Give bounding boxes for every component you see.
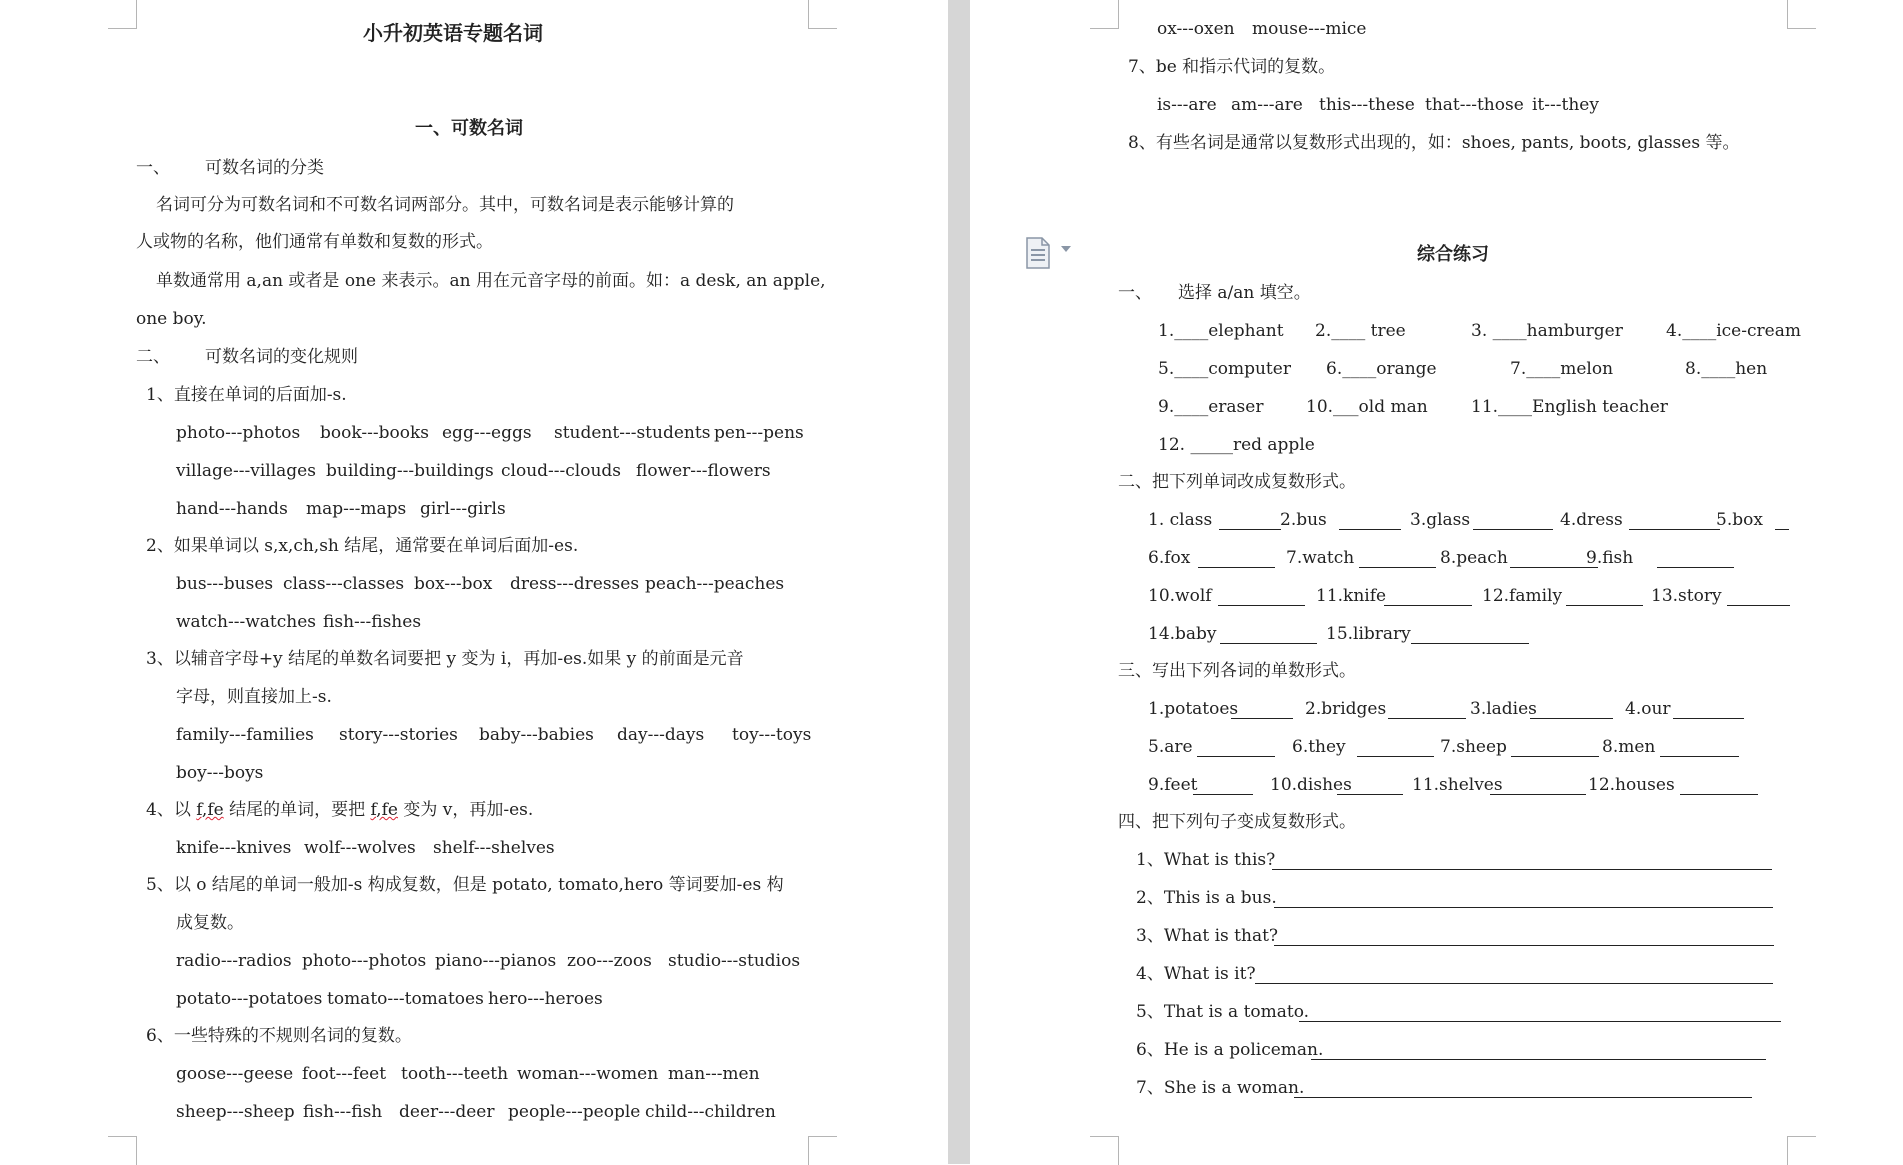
example-word: wolf---wolves bbox=[304, 838, 416, 858]
rule-4-text: 变为 v，再加-es. bbox=[397, 800, 534, 820]
answer-line[interactable] bbox=[1337, 794, 1403, 795]
exercise-word: 12.family bbox=[1482, 586, 1563, 606]
answer-line[interactable] bbox=[1510, 567, 1598, 568]
rule-2: 2、如果单词以 s,x,ch,sh 结尾，通常要在单词后面加-es. bbox=[146, 536, 579, 556]
paragraph-line: one boy. bbox=[136, 309, 207, 329]
example-word: photo---photos bbox=[302, 951, 427, 971]
rule-8: 8、有些名词是通常以复数形式出现的，如：shoes, pants, boots, glasses 等。 bbox=[1128, 133, 1740, 153]
rule-6: 6、一些特殊的不规则名词的复数。 bbox=[146, 1026, 412, 1046]
example-word: baby---babies bbox=[479, 725, 594, 745]
answer-line[interactable] bbox=[1629, 529, 1720, 530]
crop-mark-bottom-left bbox=[108, 1136, 137, 1165]
example-word: man---men bbox=[668, 1064, 760, 1084]
question-3-instruction: 三、写出下列各词的单数形式。 bbox=[1118, 661, 1356, 681]
example-word: map---maps bbox=[306, 499, 407, 519]
heading-number: 二、 bbox=[136, 347, 170, 367]
heading-classification: 可数名词的分类 bbox=[205, 158, 324, 178]
sentence-item: 5、That is a tomato. bbox=[1136, 1002, 1310, 1022]
exercise-word: 13.story bbox=[1651, 586, 1722, 606]
rule-1: 1、直接在单词的后面加-s. bbox=[146, 385, 347, 405]
example-word: hero---heroes bbox=[488, 989, 603, 1009]
example-word: ox---oxen bbox=[1157, 19, 1235, 39]
crop-mark-bottom-left bbox=[1090, 1136, 1119, 1165]
fill-blank-item: 12. _____red apple bbox=[1158, 435, 1315, 455]
example-word: dress---dresses bbox=[510, 574, 640, 594]
answer-line[interactable] bbox=[1657, 567, 1734, 568]
crop-mark-top-right bbox=[1787, 0, 1816, 29]
example-word: shelf---shelves bbox=[433, 838, 555, 858]
answer-line[interactable] bbox=[1530, 718, 1613, 719]
example-word: child---children bbox=[645, 1102, 776, 1122]
fill-blank-item: 10.___old man bbox=[1306, 397, 1428, 417]
crop-mark-bottom-right bbox=[1787, 1136, 1816, 1165]
example-word: toy---toys bbox=[732, 725, 812, 745]
example-word: flower---flowers bbox=[636, 461, 771, 481]
answer-line[interactable] bbox=[1311, 1059, 1766, 1060]
rule-4-text: 4、以 bbox=[146, 800, 197, 820]
rule-5: 5、以 o 结尾的单词一般加-s 构成复数，但是 potato, tomato,hero 等词要加-es 构 bbox=[146, 875, 784, 895]
answer-line[interactable] bbox=[1339, 529, 1401, 530]
heading-rules: 可数名词的变化规则 bbox=[205, 347, 358, 367]
exercise-word: 6.they bbox=[1292, 737, 1346, 757]
fill-blank-item: 7.____melon bbox=[1510, 359, 1614, 379]
exercise-word: 1. class bbox=[1148, 510, 1213, 530]
rule-4-text: 结尾的单词，要把 bbox=[223, 800, 371, 820]
exercise-word: 4.our bbox=[1625, 699, 1671, 719]
document-title: 小升初英语专题名词 bbox=[363, 21, 543, 45]
question-number: 一、 bbox=[1118, 283, 1152, 303]
answer-line[interactable] bbox=[1193, 794, 1253, 795]
exercise-word: 6.fox bbox=[1148, 548, 1191, 568]
paragraph-line: 名词可分为可数名词和不可数名词两部分。其中，可数名词是表示能够计算的 bbox=[156, 195, 734, 215]
left-page bbox=[0, 0, 948, 1164]
right-page bbox=[970, 0, 1903, 1164]
example-word: piano---pianos bbox=[435, 951, 557, 971]
exercise-word: 8.peach bbox=[1440, 548, 1508, 568]
chevron-down-icon[interactable] bbox=[1061, 246, 1071, 252]
sentence-item: 7、She is a woman. bbox=[1136, 1078, 1305, 1098]
exercise-word: 2.bridges bbox=[1305, 699, 1387, 719]
answer-line[interactable] bbox=[1359, 567, 1436, 568]
answer-line[interactable] bbox=[1680, 794, 1758, 795]
section-heading-countable: 一、可数名词 bbox=[415, 118, 523, 139]
example-word: watch---watches bbox=[176, 612, 316, 632]
exercise-word: 5.box bbox=[1716, 510, 1763, 530]
exercise-word: 10.dishes bbox=[1270, 775, 1352, 795]
exercise-word: 14.baby bbox=[1148, 624, 1217, 644]
fill-blank-item: 2.____ tree bbox=[1315, 321, 1406, 341]
example-word: foot---feet bbox=[302, 1064, 387, 1084]
answer-line[interactable] bbox=[1411, 643, 1529, 644]
question-1-instruction: 选择 a/an 填空。 bbox=[1178, 283, 1311, 303]
answer-line[interactable] bbox=[1198, 567, 1275, 568]
rule-4 bbox=[146, 799, 533, 821]
answer-line[interactable] bbox=[1231, 718, 1293, 719]
fill-blank-item: 9.____eraser bbox=[1158, 397, 1264, 417]
answer-line[interactable] bbox=[1274, 945, 1774, 946]
answer-line[interactable] bbox=[1775, 529, 1789, 530]
example-word: sheep---sheep bbox=[176, 1102, 295, 1122]
example-word: story---stories bbox=[339, 725, 458, 745]
example-word: pen---pens bbox=[714, 423, 804, 443]
example-word: goose---geese bbox=[176, 1064, 294, 1084]
example-word: day---days bbox=[617, 725, 705, 745]
crop-mark-bottom-right bbox=[808, 1136, 837, 1165]
fill-blank-item: 1.____elephant bbox=[1158, 321, 1284, 341]
answer-line[interactable] bbox=[1473, 529, 1553, 530]
example-word: mouse---mice bbox=[1252, 19, 1367, 39]
crop-mark-top-right bbox=[808, 0, 837, 29]
example-word: bus---buses bbox=[176, 574, 274, 594]
answer-line[interactable] bbox=[1566, 605, 1643, 606]
exercise-word: 8.men bbox=[1602, 737, 1656, 757]
example-word: box---box bbox=[414, 574, 493, 594]
fill-blank-item: 11.____English teacher bbox=[1471, 397, 1668, 417]
exercise-word: 7.watch bbox=[1286, 548, 1355, 568]
exercise-word: 4.dress bbox=[1560, 510, 1623, 530]
example-word: studio---studios bbox=[668, 951, 801, 971]
answer-line[interactable] bbox=[1218, 605, 1305, 606]
fill-blank-item: 6.____orange bbox=[1326, 359, 1437, 379]
paragraph-line: 单数通常用 a,an 或者是 one 来表示。an 用在元音字母的前面。如：a desk, an apple, bbox=[156, 271, 826, 291]
example-word: deer---deer bbox=[399, 1102, 495, 1122]
exercise-word: 12.houses bbox=[1588, 775, 1675, 795]
document-icon[interactable] bbox=[1024, 237, 1052, 269]
example-word: class---classes bbox=[283, 574, 405, 594]
paragraph-line: 人或物的名称，他们通常有单数和复数的形式。 bbox=[136, 232, 493, 252]
example-word: hand---hands bbox=[176, 499, 288, 519]
example-word: it---they bbox=[1532, 95, 1599, 115]
exercise-word: 1.potatoes bbox=[1148, 699, 1239, 719]
example-word: tomato---tomatoes bbox=[327, 989, 484, 1009]
practice-title: 综合练习 bbox=[1417, 244, 1489, 265]
sentence-item: 2、This is a bus. bbox=[1136, 888, 1277, 908]
answer-line[interactable] bbox=[1727, 605, 1790, 606]
example-word: student---students bbox=[554, 423, 711, 443]
answer-line[interactable] bbox=[1299, 1021, 1781, 1022]
example-word: book---books bbox=[320, 423, 429, 443]
sentence-item: 4、What is it? bbox=[1136, 964, 1256, 984]
fill-blank-item: 5.____computer bbox=[1158, 359, 1291, 379]
example-word: fish---fish bbox=[303, 1102, 383, 1122]
example-word: egg---eggs bbox=[442, 423, 532, 443]
answer-line[interactable] bbox=[1673, 718, 1744, 719]
answer-line[interactable] bbox=[1388, 718, 1466, 719]
answer-line[interactable] bbox=[1272, 869, 1772, 870]
exercise-word: 11.knife bbox=[1316, 586, 1387, 606]
example-word: peach---peaches bbox=[645, 574, 785, 594]
answer-line[interactable] bbox=[1220, 643, 1317, 644]
example-word: am---are bbox=[1231, 95, 1303, 115]
answer-line[interactable] bbox=[1357, 756, 1434, 757]
sentence-item: 1、What is this? bbox=[1136, 850, 1276, 870]
exercise-word: 9.fish bbox=[1586, 548, 1634, 568]
heading-number: 一、 bbox=[136, 158, 170, 178]
answer-line[interactable] bbox=[1219, 529, 1281, 530]
exercise-word: 11.shelves bbox=[1412, 775, 1503, 795]
exercise-word: 5.are bbox=[1148, 737, 1193, 757]
example-word: potato---potatoes bbox=[176, 989, 323, 1009]
rule-3-continued: 字母，则直接加上-s. bbox=[176, 687, 332, 707]
example-word: village---villages bbox=[176, 461, 316, 481]
example-word: zoo---zoos bbox=[567, 951, 652, 971]
fill-blank-item: 3. ____hamburger bbox=[1471, 321, 1623, 341]
question-2-instruction: 二、把下列单词改成复数形式。 bbox=[1118, 472, 1356, 492]
example-word: is---are bbox=[1157, 95, 1217, 115]
example-word: tooth---teeth bbox=[401, 1064, 509, 1084]
sentence-item: 3、What is that? bbox=[1136, 926, 1279, 946]
rule-7: 7、be 和指示代词的复数。 bbox=[1128, 57, 1336, 77]
example-word: fish---fishes bbox=[323, 612, 422, 632]
example-word: people---people bbox=[508, 1102, 641, 1122]
exercise-word: 15.library bbox=[1326, 624, 1411, 644]
answer-line[interactable] bbox=[1384, 605, 1472, 606]
example-word: building---buildings bbox=[326, 461, 494, 481]
rule-4-spell-flag: f,fe bbox=[196, 800, 224, 820]
exercise-word: 7.sheep bbox=[1440, 737, 1507, 757]
fill-blank-item: 8.____hen bbox=[1685, 359, 1768, 379]
example-word: photo---photos bbox=[176, 423, 301, 443]
answer-line[interactable] bbox=[1197, 756, 1275, 757]
exercise-word: 10.wolf bbox=[1148, 586, 1212, 606]
exercise-word: 3.ladies bbox=[1470, 699, 1537, 719]
example-word: family---families bbox=[176, 725, 314, 745]
crop-mark-top-left bbox=[1090, 0, 1119, 29]
answer-line[interactable] bbox=[1255, 983, 1773, 984]
rule-3: 3、以辅音字母+y 结尾的单数名词要把 y 变为 i，再加-es.如果 y 的前面是元音 bbox=[146, 649, 744, 669]
example-word: that---those bbox=[1425, 95, 1524, 115]
example-word: knife---knives bbox=[176, 838, 292, 858]
answer-line[interactable] bbox=[1511, 756, 1599, 757]
answer-line[interactable] bbox=[1294, 1097, 1752, 1098]
answer-line[interactable] bbox=[1660, 756, 1739, 757]
answer-line[interactable] bbox=[1490, 794, 1586, 795]
sentence-item: 6、He is a policeman. bbox=[1136, 1040, 1324, 1060]
exercise-word: 2.bus bbox=[1280, 510, 1327, 530]
rule-4-spell-flag: f,fe bbox=[370, 800, 398, 820]
example-word: this---these bbox=[1319, 95, 1415, 115]
example-word: radio---radios bbox=[176, 951, 292, 971]
fill-blank-item: 4.____ice-cream bbox=[1666, 321, 1801, 341]
exercise-word: 3.glass bbox=[1410, 510, 1471, 530]
answer-line[interactable] bbox=[1274, 907, 1773, 908]
question-4-instruction: 四、把下列句子变成复数形式。 bbox=[1118, 812, 1356, 832]
crop-mark-top-left bbox=[108, 0, 137, 29]
exercise-word: 9.feet bbox=[1148, 775, 1198, 795]
example-word: girl---girls bbox=[420, 499, 506, 519]
example-word: boy---boys bbox=[176, 763, 264, 783]
rule-5-continued: 成复数。 bbox=[176, 913, 244, 933]
page-gutter bbox=[948, 0, 970, 1164]
example-word: woman---women bbox=[517, 1064, 659, 1084]
example-word: cloud---clouds bbox=[501, 461, 622, 481]
